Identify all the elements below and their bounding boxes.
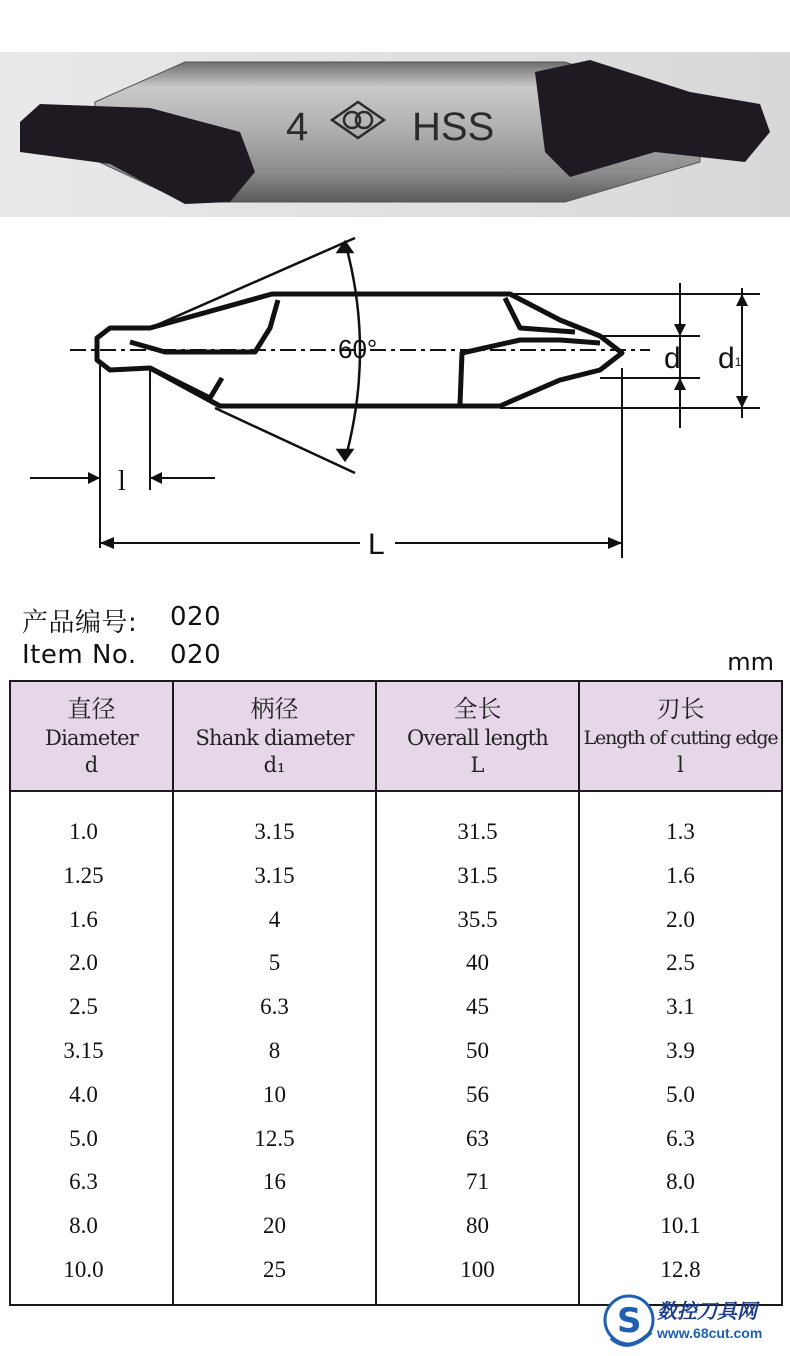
table-cell: 10.1 bbox=[660, 1213, 701, 1239]
item-no-en-label: Item No. bbox=[22, 640, 137, 670]
spec-table bbox=[9, 680, 783, 1306]
col-header-overall-length: 全长 Overall length L bbox=[376, 681, 579, 791]
table-cell: 8 bbox=[268, 1037, 281, 1063]
L-label: L bbox=[368, 528, 385, 561]
watermark-logo-icon bbox=[605, 1296, 653, 1345]
table-cell: 5 bbox=[268, 950, 281, 976]
technical-drawing bbox=[0, 228, 790, 573]
table-cell: 71 bbox=[466, 1169, 489, 1195]
watermark-title: 数控刀具网 bbox=[657, 1299, 757, 1323]
col-header-shank-diameter: 柄径 Shank diameter d₁ bbox=[173, 681, 376, 791]
table-cell: 5.0 bbox=[69, 1125, 98, 1151]
table-cell: 3.15 bbox=[63, 1037, 104, 1063]
table-cell: 31.5 bbox=[457, 819, 498, 844]
overall-length-column bbox=[376, 791, 579, 1305]
item-no-cn-value: 020 bbox=[170, 602, 222, 632]
table-body-row bbox=[10, 791, 782, 1305]
angle-label: 60° bbox=[338, 334, 378, 364]
svg-text:S: S bbox=[617, 1301, 642, 1341]
diameter-column bbox=[10, 791, 173, 1305]
table-cell: 6.3 bbox=[69, 1169, 98, 1195]
table-cell: 40 bbox=[466, 950, 489, 976]
item-no-cn-label: 产品编号: bbox=[22, 608, 138, 638]
table-cell: 12.5 bbox=[254, 1125, 295, 1151]
table-cell: 1.6 bbox=[69, 906, 98, 932]
table-cell: 31.5 bbox=[457, 862, 498, 888]
table-cell: 80 bbox=[466, 1213, 489, 1239]
table-cell: 2.5 bbox=[69, 994, 98, 1020]
watermark-url: www.68cut.com bbox=[657, 1325, 763, 1341]
table-cell: 16 bbox=[263, 1169, 286, 1195]
col-header-cutting-edge-length: 刃长 Length of cutting edge l bbox=[579, 681, 782, 791]
svg-text:4: 4 bbox=[286, 105, 309, 149]
table-cell: 8.0 bbox=[666, 1169, 695, 1195]
cutting-edge-length-column bbox=[579, 791, 782, 1305]
table-cell: 10 bbox=[263, 1081, 286, 1107]
d1-label: d1 bbox=[718, 342, 742, 375]
table-cell: 3.15 bbox=[254, 862, 295, 888]
table-cell: 12.8 bbox=[660, 1256, 701, 1282]
table-cell: 2.0 bbox=[69, 950, 98, 976]
col-header-diameter: 直径 Diameter d bbox=[10, 681, 173, 791]
table-cell: 2.5 bbox=[666, 950, 695, 976]
table-cell: 4.0 bbox=[69, 1081, 98, 1107]
table-cell: 2.0 bbox=[666, 906, 695, 932]
table-cell: 10.0 bbox=[63, 1256, 104, 1282]
table-cell: 6.3 bbox=[260, 994, 289, 1020]
table-cell: 20 bbox=[263, 1213, 286, 1239]
table-cell: 35.5 bbox=[457, 906, 498, 932]
table-cell: 3.1 bbox=[666, 994, 695, 1020]
table-cell: 63 bbox=[466, 1125, 489, 1151]
site-watermark bbox=[603, 1292, 788, 1352]
item-no-en bbox=[22, 640, 222, 670]
shank-diameter-column bbox=[173, 791, 376, 1305]
table-cell: 8.0 bbox=[69, 1213, 98, 1239]
table-cell: 50 bbox=[466, 1037, 489, 1063]
table-cell: 1.0 bbox=[69, 819, 98, 844]
table-cell: 4 bbox=[268, 906, 281, 932]
unit-label: mm bbox=[727, 648, 774, 676]
product-photo bbox=[0, 52, 790, 217]
table-cell: 1.6 bbox=[666, 862, 695, 888]
item-no-en-value: 020 bbox=[170, 640, 222, 670]
table-cell: 56 bbox=[466, 1081, 489, 1107]
table-cell: 25 bbox=[263, 1256, 286, 1282]
table-header-row bbox=[10, 681, 782, 791]
table-cell: 3.15 bbox=[254, 819, 295, 844]
svg-text:HSS: HSS bbox=[412, 105, 495, 149]
table-cell: 1.3 bbox=[666, 819, 695, 844]
table-cell: 5.0 bbox=[666, 1081, 695, 1107]
d-label: d bbox=[664, 342, 681, 375]
table-cell: 45 bbox=[466, 994, 489, 1020]
l-label: l bbox=[118, 466, 126, 497]
table-cell: 100 bbox=[460, 1256, 495, 1282]
table-cell: 6.3 bbox=[666, 1125, 695, 1151]
item-no-cn bbox=[22, 602, 222, 639]
table-cell: 3.9 bbox=[666, 1037, 695, 1063]
table-cell: 1.25 bbox=[63, 862, 104, 888]
